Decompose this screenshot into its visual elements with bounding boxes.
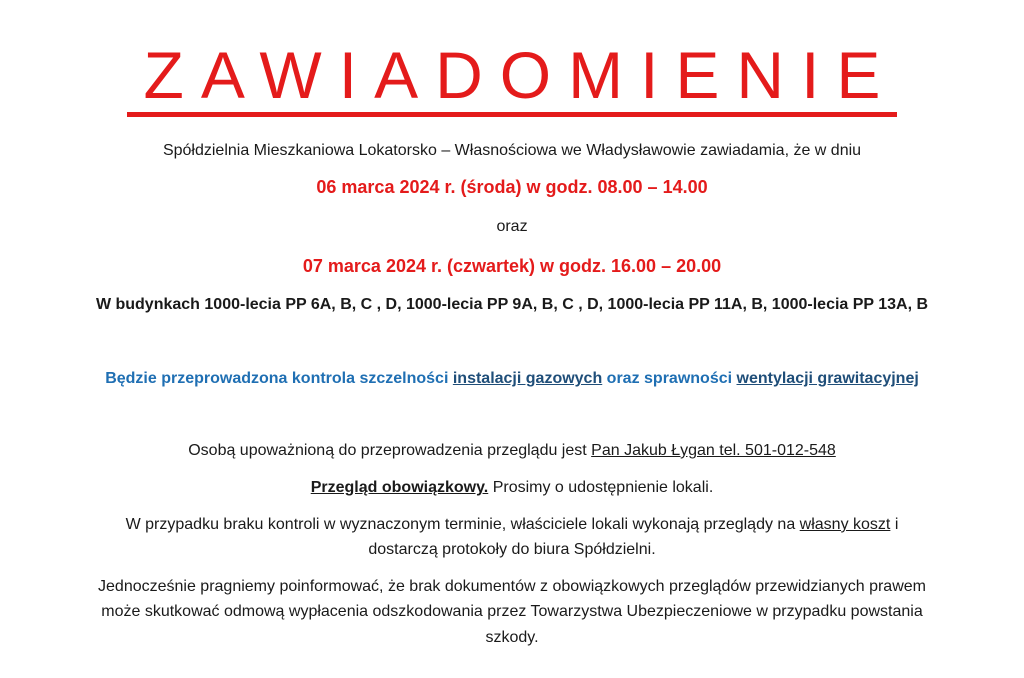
conjunction-text: oraz: [496, 218, 528, 235]
inspection-part1: Będzie przeprowadzona kontrola szczelności: [105, 370, 453, 387]
warning-line2: może skutkować odmową wypłacenia odszkodowania przez Towarzystwa Ubezpieczeniowe w przypadku powstania: [101, 603, 923, 620]
notice-title: ZAWIADOMIENIE: [127, 38, 898, 117]
title-container: [0, 38, 1024, 117]
authorized-text: Osobą upoważnioną do przeprowadzenia przeglądu jest: [188, 442, 592, 459]
no-inspection-line2: dostarczą protokoły do biura Spółdzielni.: [368, 541, 656, 558]
intro-text: Spółdzielnia Mieszkaniowa Lokatorsko – Własnościowa we Władysławowie zawiadamia, że w dniu: [162, 142, 862, 159]
no-inspection-text-a: W przypadku braku kontroli w wyznaczonym terminie, właściciele lokali wykonają przeglądy na: [125, 516, 800, 533]
own-cost-text: własny koszt: [799, 516, 891, 533]
warning-line1: Jednocześnie pragniemy poinformować, że brak dokumentów z obowiązkowych przeglądów przewidzianych prawem: [98, 578, 926, 595]
ventilation-link: wentylacji grawitacyjnej: [736, 370, 919, 387]
no-inspection-line1: [20, 513, 1004, 537]
buildings-text: W budynkach 1000-lecia PP 6A, B, C , D, 1000-lecia PP 9A, B, C , D, 1000-lecia PP 11A, B, 1000-lecia PP 13A, B: [95, 296, 929, 313]
mandatory-text: [20, 476, 1004, 500]
inspection-part2: oraz sprawności: [602, 370, 737, 387]
warning-line3: szkody.: [485, 629, 539, 646]
date-first: 06 marca 2024 r. (środa) w godz. 08.00 – 14.00: [316, 177, 708, 197]
inspection-info: [20, 367, 1004, 391]
date-second: 07 marca 2024 r. (czwartek) w godz. 16.00 – 20.00: [302, 256, 722, 276]
no-inspection-text-b: i: [890, 516, 899, 533]
authorized-person-contact: Pan Jakub Łygan tel. 501-012-548: [591, 442, 836, 459]
authorized-person-text: [20, 439, 1004, 463]
gas-installation-link: instalacji gazowych: [452, 370, 603, 387]
mandatory-request: Prosimy o udostępnienie lokali.: [488, 479, 714, 496]
mandatory-bold: Przegląd obowiązkowy.: [310, 479, 489, 496]
